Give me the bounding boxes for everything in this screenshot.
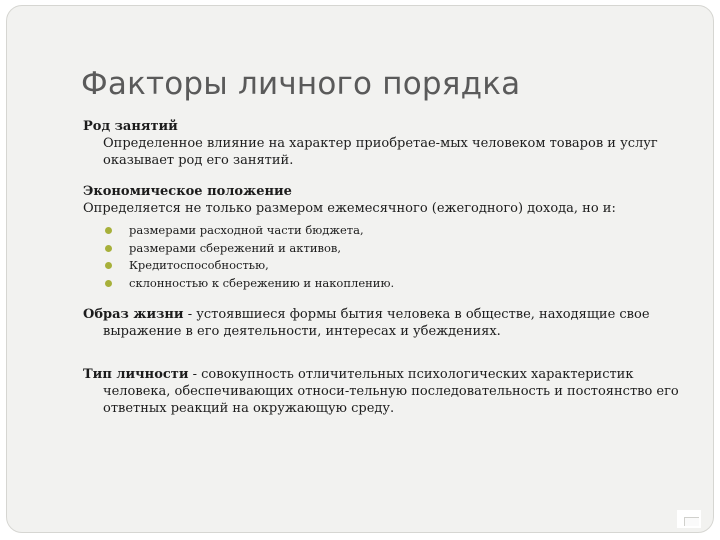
bullet-text: склонностью к сбережению и накоплению. [129,275,395,290]
section-text-occupation: Определенное влияние на характер приобретае-мых человеком товаров и услуг оказывает род его занятий. [103,136,658,168]
section-text-economic: Определяется не только размером ежемесячного (ежегодного) дохода, но и: [83,201,616,216]
page-curl-tab [684,517,699,526]
list-item [105,240,703,258]
section-heading-economic: Экономическое положение [83,184,292,199]
list-item [105,275,703,293]
section-text-lifestyle: - устоявшиеся формы бытия человека в обществе, находящие свое выражение в его деятельности, интересах и убеждениях. [103,307,650,339]
bullet-text: размерами расходной части бюджета, [129,223,364,237]
section-heading-occupation: Род занятий [83,119,178,134]
slide-content [83,118,703,417]
list-item [105,257,703,275]
slide [6,5,714,533]
section-text-personality: - совокупность отличительных психологических характеристик человека, обеспечивающих относи-тельную последовательность и постоянство его ответных реакций на окружающую среду. [103,367,679,416]
list-item [105,222,703,240]
bullet-text: размерами сбережений и активов, [129,240,342,255]
bullet-dot-icon [105,280,112,287]
section-lifestyle [83,306,703,340]
economic-bullet-list [83,222,703,292]
bullet-dot-icon [105,245,112,252]
bullet-dot-icon [105,227,112,234]
bullet-dot-icon [105,262,112,269]
slide-title: Факторы личного порядка [81,66,521,102]
section-personality [83,366,703,417]
section-heading-lifestyle: Образ жизни [83,307,184,322]
section-heading-personality: Тип личности [83,367,189,382]
bullet-text: Кредитоспособностью, [129,258,269,272]
